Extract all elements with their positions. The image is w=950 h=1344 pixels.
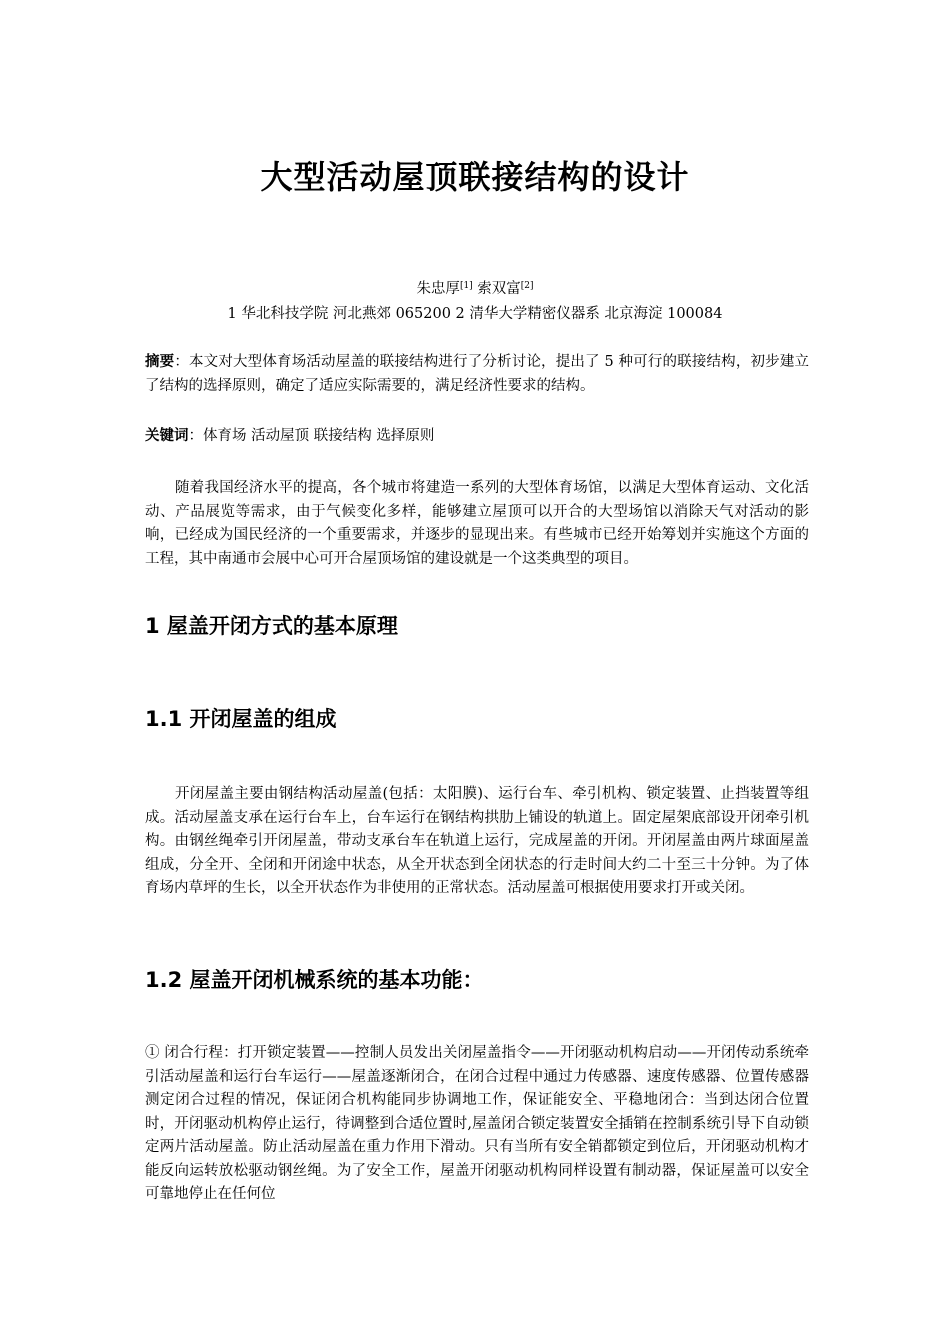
document-title: 大型活动屋顶联接结构的设计 <box>260 158 690 196</box>
body-paragraph: 开闭屋盖主要由钢结构活动屋盖(包括：太阳膜)、运行台车、牵引机构、锁定装置、止挡装置等组成。活动屋盖支承在运行台车上，台车运行在钢结构拱肋上铺设的轨道上。固定屋架底部设开闭牵引机构。由钢丝绳牵引开闭屋盖，带动支承台车在轨道上运行，完成屋盖的开闭。开闭屋盖由两片球面屋盖组成，分全开、全闭和开闭途中状态，从全开状态到全闭状态的行走时间大约二十至三十分钟。为了体育场内草坪的生长，以全开状态作为非使用的正常状态。活动屋盖可根据使用要求打开或关闭。 <box>145 786 809 896</box>
author-reference: [1] <box>459 281 473 291</box>
subsection-heading: 1.1 开闭屋盖的组成 <box>145 707 337 731</box>
author-name: 索双富 <box>477 281 521 297</box>
intro-paragraph: 随着我国经济水平的提高，各个城市将建造一系列的大型体育场馆，以满足大型体育运动、文化活动、产品展览等需求，由于气候变化多样，能够建立屋顶可以开合的大型场馆以消除天气对活动的影响，已经成为国民经济的一个重要需求，并逐步的显现出来。有些城市已经开始筹划并实施这个方面的工程，其中南通市会展中心可开合屋顶场馆的建设就是一个这类典型的项目。 <box>145 480 809 567</box>
author-line <box>0 279 950 299</box>
affiliation-line: 1 华北科技学院 河北燕郊 065200 2 清华大学精密仪器系 北京海淀 100084 <box>227 306 723 322</box>
abstract-separator: ： <box>174 354 190 370</box>
keywords-paragraph <box>145 425 809 449</box>
keywords-label: 关键词 <box>145 428 189 444</box>
section-heading: 1 屋盖开闭方式的基本原理 <box>145 614 398 638</box>
subsection-heading: 1.2 屋盖开闭机械系统的基本功能： <box>145 968 484 992</box>
author-name: 朱忠厚 <box>416 281 460 297</box>
abstract-text: 本文对大型体育场活动屋盖的联接结构进行了分析讨论，提出了 5 种可行的联接结构，初步建立了结构的选择原则，确定了适应实际需要的，满足经济性要求的结构。 <box>145 354 809 394</box>
abstract-paragraph <box>145 351 809 398</box>
keywords-separator: ： <box>188 428 203 444</box>
author-reference: [2] <box>520 281 534 291</box>
body-paragraph: ① 闭合行程：打开锁定装置——控制人员发出关闭屋盖指令——开闭驱动机构启动——开闭传动系统牵引活动屋盖和运行台车运行——屋盖逐渐闭合，在闭合过程中通过力传感器、速度传感器、位置传感器测定闭合过程的情况，保证闭合机构能同步协调地工作，保证能安全、平稳地闭合：当到达闭合位置时，开闭驱动机构停止运行，待调整到合适位置时,屋盖闭合锁定装置安全插销在控制系统引导下自动锁定两片活动屋盖。防止活动屋盖在重力作用下滑动。只有当所有安全销都锁定到位后，开闭驱动机构才能反向运转放松驱动钢丝绳。为了安全工作，屋盖开闭驱动机构同样设置有制动器，保证屋盖可以安全可靠地停止在任何位 <box>145 1045 809 1202</box>
keywords-text: 体育场 活动屋顶 联接结构 选择原则 <box>203 428 435 444</box>
abstract-label: 摘要 <box>145 354 175 370</box>
